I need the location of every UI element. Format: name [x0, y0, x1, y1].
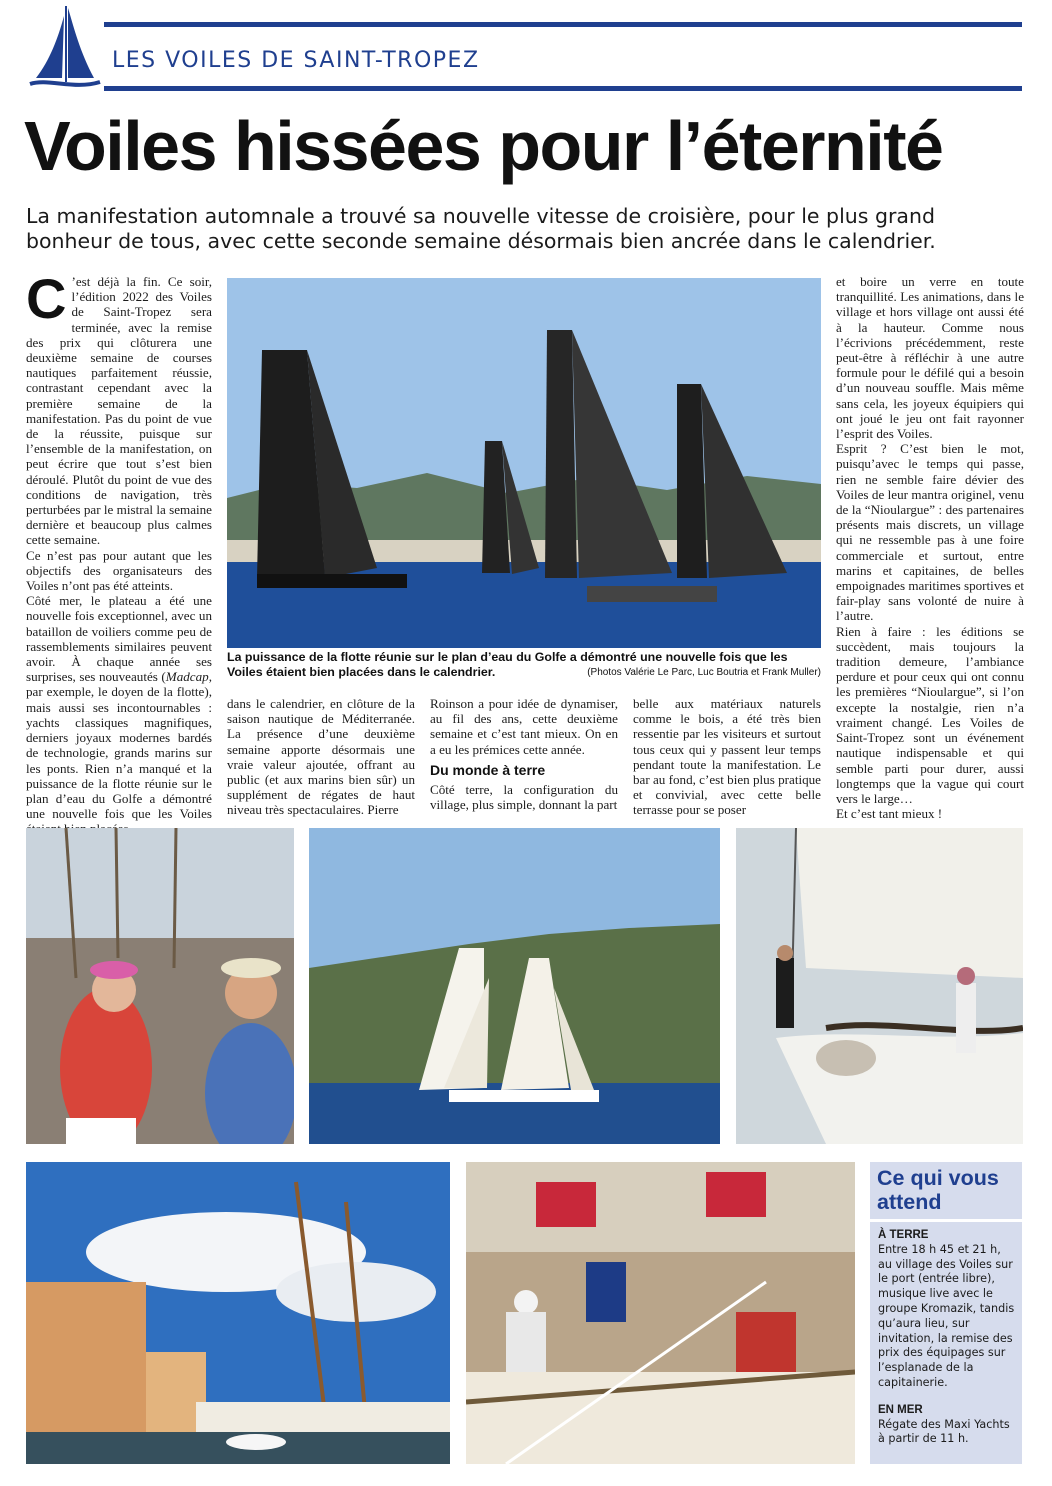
- header-rule-bottom: [104, 86, 1022, 91]
- article-column-4: [633, 696, 821, 818]
- standfirst: La manifestation automnale a trouvé sa nouvelle vitesse de croisière, pour le plus grand bonheur de tous, avec cette seconde semaine désormais bien ancrée dans le calendrier.: [26, 204, 936, 253]
- paragraph: Et c’est tant mieux !: [836, 806, 943, 822]
- drop-cap: C: [26, 267, 67, 330]
- paragraph: dans le calendrier, en clôture de la saison nautique de Méditerranée. La présence d’une deuxième semaine apporte désormais une vraie valeur ajoutée, offrant au public (et aux marins bien sûr) un supplément de régates de haut niveau très spectaculaires. Pierre: [227, 696, 415, 818]
- photo-crowd-dancing: [26, 828, 294, 1144]
- paragraph: Côté terre, la configuration du village, plus simple, donnant la part: [430, 782, 618, 813]
- main-photo-maxi-yachts: [227, 278, 821, 648]
- events-boxout: [870, 1162, 1022, 1464]
- article-column-5: [836, 274, 1024, 821]
- header-rule-top: [104, 22, 1022, 27]
- boxout-text-sea: Régate des Maxi Yachts à partir de 11 h.: [878, 1417, 1010, 1446]
- paragraph: ’est déjà la fin. Ce soir, l’édition 2022 des Voiles de Saint-Tropez sera terminée, avec la remise des prix qui clôturera une deuxième semaine de courses nautiques parfaitement réussie, contrastant cependant avec la première semaine de la manifestation. Pas du point de vue de la réussite, puisque sur l’ensemble de la manifestation, on peut écrire que tout s’est bien déroulé. Plutôt du point de vue des conditions de navigation, très perturbées par le mistral la semaine dernière et beaucoup plus calmes cette semaine.: [26, 274, 212, 548]
- boxout-title: Ce qui vous attend: [877, 1166, 999, 1214]
- boxout-heading-land: À TERRE: [878, 1229, 929, 1241]
- paragraph: Ce n’est pas pour autant que les objectifs des organisateurs des Voiles n’ont pas été atteints.: [26, 547, 212, 594]
- paragraph: Côté mer, le plateau a été une nouvelle fois exceptionnel, avec un bataillon de voiliers comme peu de rassemblements similaires peuvent avoir. À chaque année ses surprises, ses nouveautés (Madcap, par exemple, le doyen de la flotte), mais aussi ses incontournables : yachts classiques magnifiques, derniers joyaux modernes bardés de technologie, grands marins sur les ponts. Rien n’a manqué et la puissance de la flotte réunie sur le plan d’eau du Golfe a démontré une nouvelle fois que les Voiles: [26, 593, 212, 822]
- paragraph: belle aux matériaux naturels comme le bois, a été très bien ressentie par les visiteurs et surtout tous ceux qui y passent leur temps pendant toute la manifestation. Le bar au fond, c’est bien plus pratique et convivial, avec cette belle terrasse pour se poser: [633, 696, 821, 818]
- article-column-1: [26, 267, 212, 837]
- section-rubric: LES VOILES DE SAINT-TROPEZ: [112, 48, 480, 73]
- sailboat-logo-icon: [28, 4, 102, 90]
- photo-caption: [227, 650, 821, 681]
- photo-schooner-gulf: [309, 828, 720, 1144]
- photo-flags-on-quay: [466, 1162, 855, 1464]
- boxout-text-land: Entre 18 h 45 et 21 h, au village des Voiles sur le port (entrée libre), musique live avec le groupe Kromazik, tandis qu’aura lieu, sur invitation, la remise des prix des équipages sur l’esplanade de la capitainerie.: [878, 1242, 1015, 1389]
- boxout-divider: [870, 1219, 1022, 1222]
- photo-credit: (Photos Valérie Le Parc, Luc Boutria et Frank Muller): [587, 666, 821, 678]
- photo-crew-on-bowsprit: [736, 828, 1023, 1144]
- photo-classic-yachts-port: [26, 1162, 450, 1464]
- paragraph: Esprit ? C’est bien le mot, puisqu’avec le temps qui passe, rien ne semble faire dévier des Voiles de leur mantra originel, venu de la “Nioulargue” : des partenaires présents mais discrets, un village qui ne ressemble pas à une foire commerciale et surtout, entre marins et capitaines, de belles empoignades maritimes sportives et fair-play sans volonté de nuire à l’autre.: [836, 441, 1024, 624]
- caption-text: La puissance de la flotte réunie sur le plan d’eau du Golfe a démontré une nouvelle fois que les Voiles étaient bien placées dans le calendrier.: [227, 650, 788, 679]
- subheading: Du monde à terre: [430, 761, 546, 778]
- paragraph: Rien à faire : les éditions se succèdent, mais toujours la tradition demeure, l’ambiance perdure et pour ceux qui ont connu les premières “Nioulargue”, si l’on excepte la nostalgie, rien n’a vraiment changé. Les Voiles de Saint-Tropez sont un événement nautique indispensable et qui semble parti pour durer, aussi longtemps que la vague qui court vers le large…: [836, 623, 1024, 806]
- paragraph: et boire un verre en toute tranquillité. Les animations, dans le village et hors village ont aussi été à la hauteur. Comme nous l’écrivions précédemment, reste peut-être à réfléchir à une autre formule pour le défilé qui a besoin d’un nouveau souffle. Mais même sans cela, les joyeux équipiers qui ont joué le jeu ont fait rayonner l’esprit des Voiles.: [836, 274, 1024, 442]
- article-column-2: [227, 696, 415, 818]
- article-column-3: [430, 696, 618, 812]
- boxout-heading-sea: EN MER: [878, 1403, 923, 1416]
- paragraph: Roinson a pour idée de dynamiser, au fil des ans, cette deuxième semaine et c’est tant mieux. On en a eu les prémices cette année.: [430, 696, 618, 757]
- headline: Voiles hissées pour l’éternité: [24, 107, 943, 185]
